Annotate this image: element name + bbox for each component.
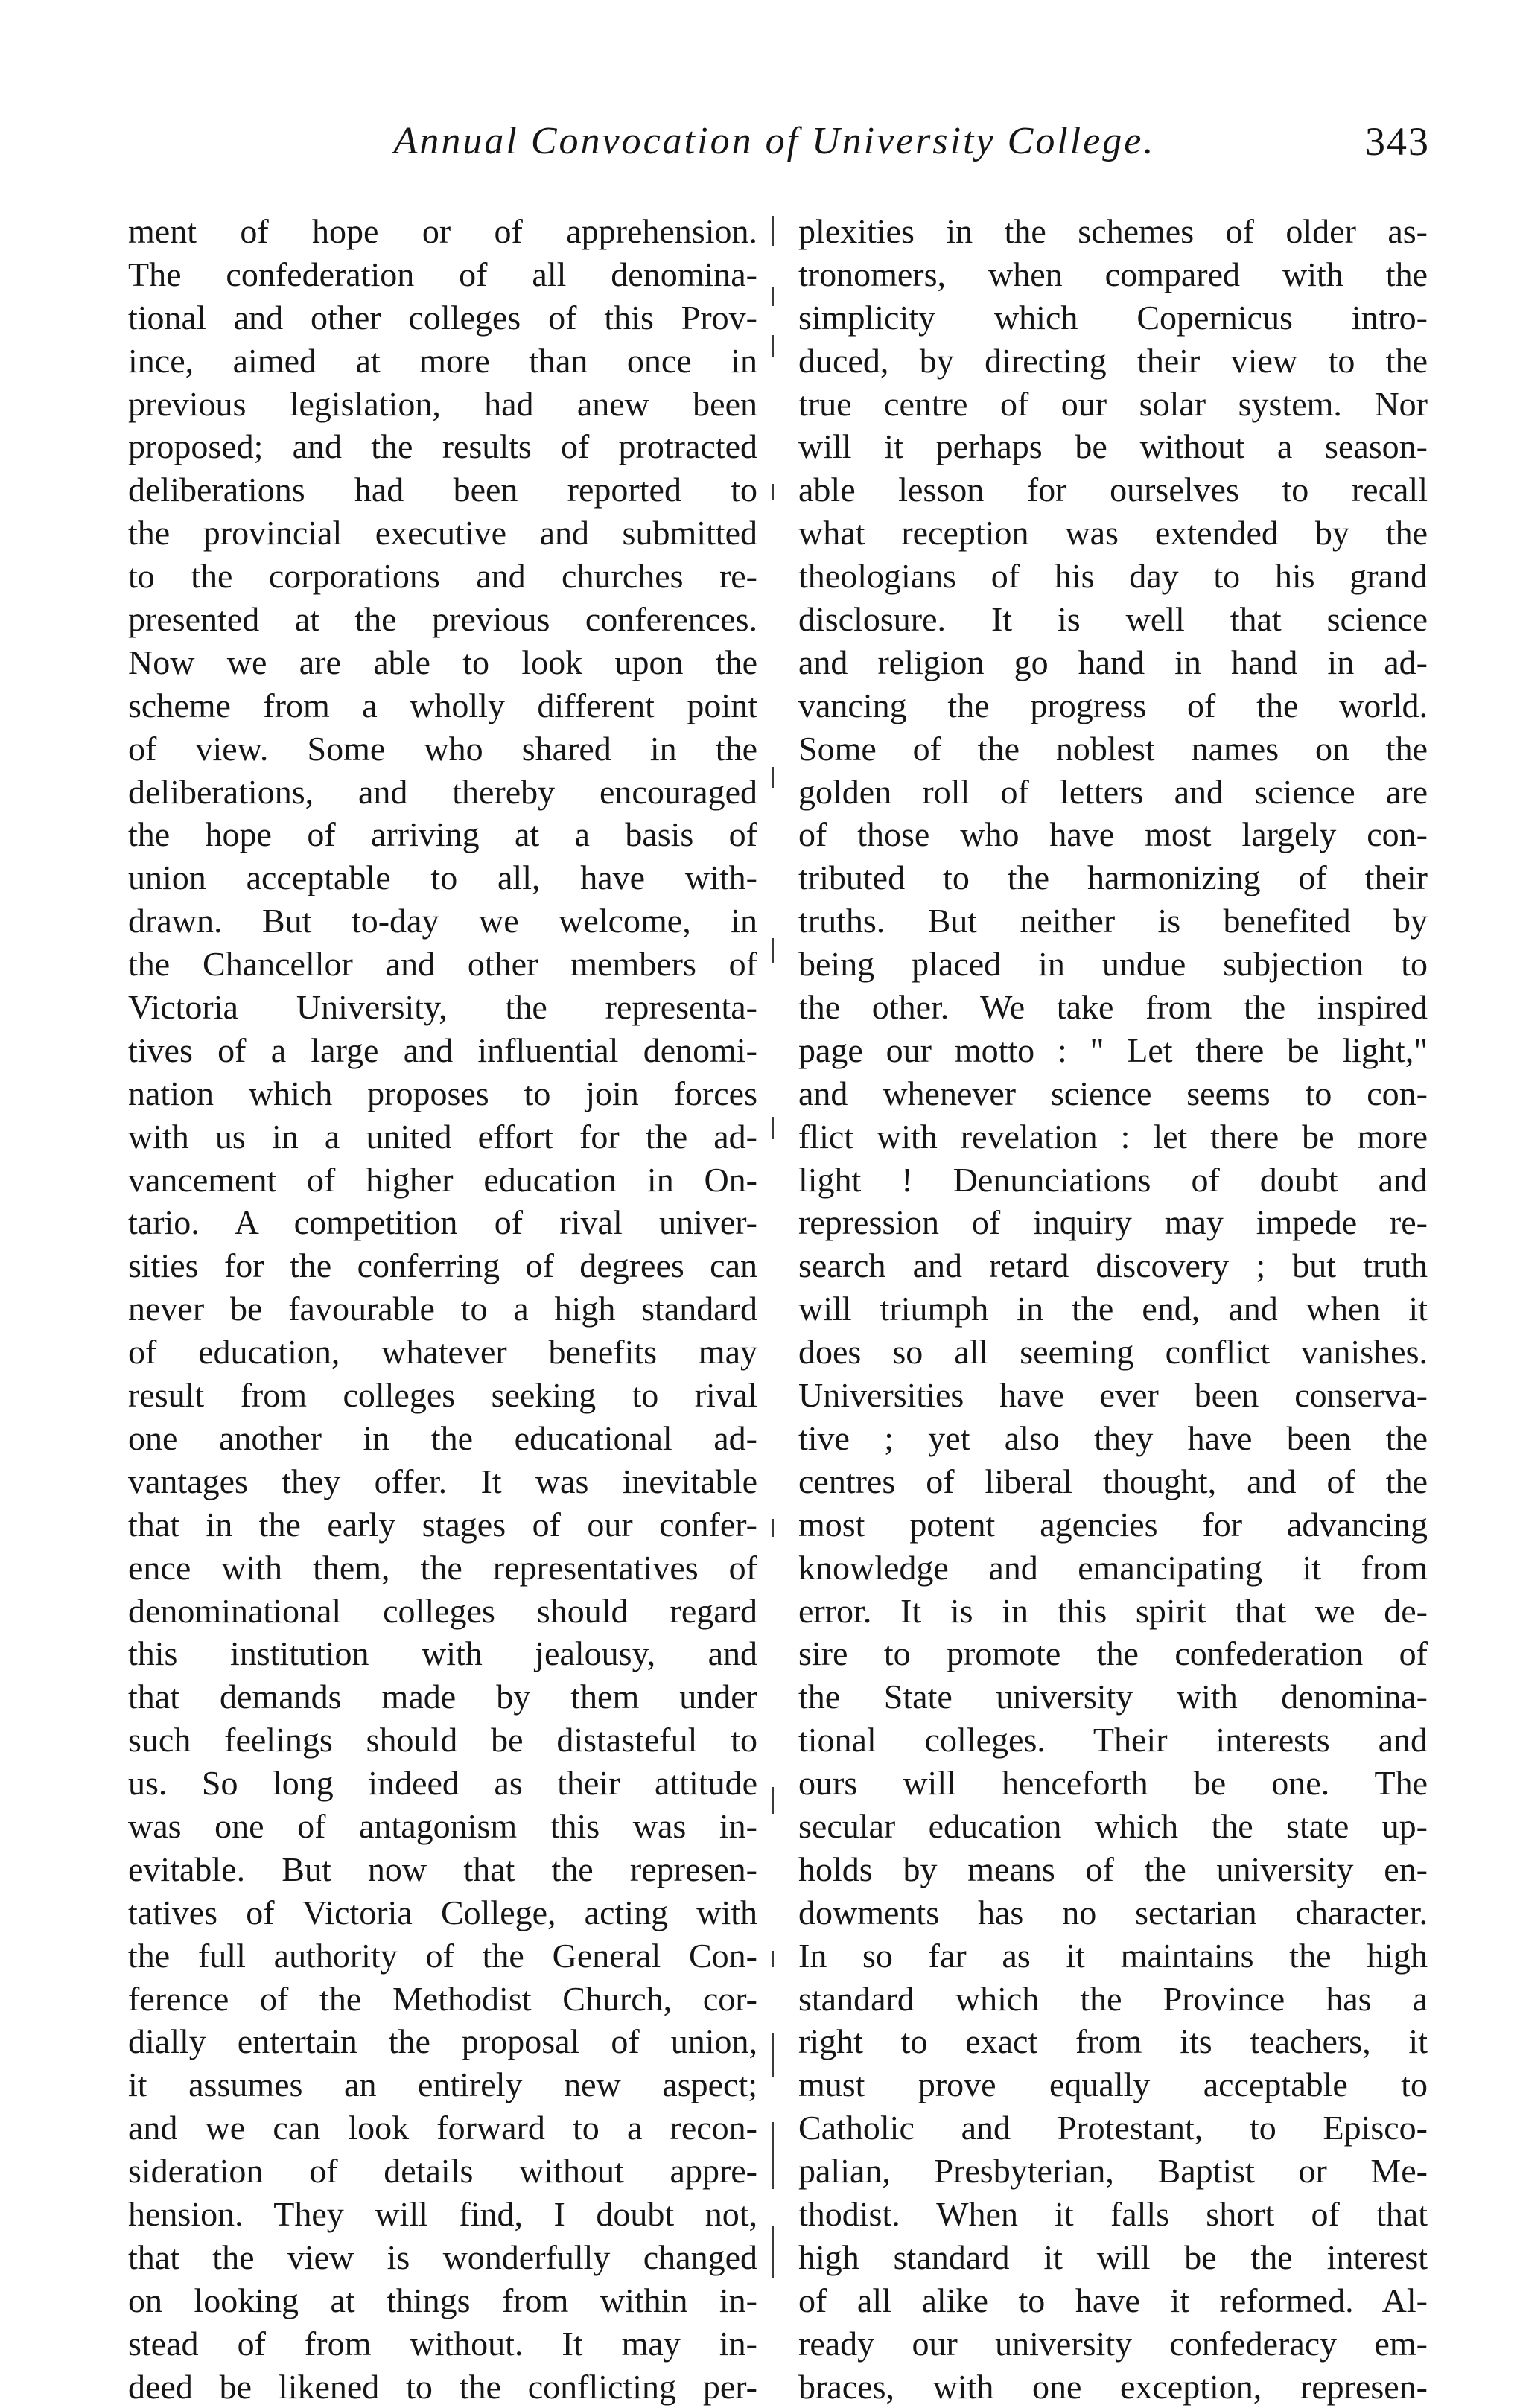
text-line: truths. But neither is benefited by (798, 902, 1428, 940)
text-line: with us in a united effort for the ad- (128, 1117, 757, 1156)
text-line: simplicity which Copernicus intro- (798, 298, 1428, 337)
text-line: never be favourable to a high standard (128, 1290, 757, 1328)
text-line: that demands made by them under (128, 1678, 757, 1716)
text-line: the Chancellor and other members of (128, 945, 757, 984)
text-line: Catholic and Protestant, to Episco- (798, 2109, 1428, 2147)
text-line: vancement of higher education in On- (128, 1160, 757, 1199)
right-text-column (798, 210, 1428, 2406)
text-line: plexities in the schemes of older as- (798, 212, 1428, 250)
text-line: drawn. But to-day we welcome, in (128, 902, 757, 940)
text-line: will it perhaps be without a season- (798, 427, 1428, 466)
text-line: deliberations had been reported to (128, 471, 757, 509)
text-line: scheme from a wholly different point (128, 686, 757, 724)
text-line: vancing the progress of the world. (798, 686, 1428, 724)
text-line: Victoria University, the representa- (128, 988, 757, 1027)
text-line: tional colleges. Their interests and (798, 1721, 1428, 1759)
text-line: must prove equally acceptable to (798, 2065, 1428, 2104)
text-line: and religion go hand in hand in ad- (798, 643, 1428, 681)
text-line: does so all seeming conflict vanishes. (798, 1333, 1428, 1372)
text-line: that in the early stages of our confer- (128, 1505, 757, 1544)
text-line: search and retard discovery ; but truth (798, 1246, 1428, 1285)
text-line: sideration of details without appre- (128, 2152, 757, 2191)
text-line: tario. A competition of rival univer- (128, 1203, 757, 1242)
text-line: disclosure. It is well that science (798, 600, 1428, 639)
text-line: flict with revelation : let there be more (798, 1117, 1428, 1156)
text-line: it assumes an entirely new aspect; (128, 2065, 757, 2104)
text-line: Now we are able to look upon the (128, 643, 757, 681)
text-line: tives of a large and influential denomi- (128, 1031, 757, 1069)
text-line: right to exact from its teachers, it (798, 2022, 1428, 2061)
text-line: knowledge and emancipating it from (798, 1548, 1428, 1587)
running-header (119, 112, 1430, 171)
text-line: what reception was extended by the (798, 514, 1428, 552)
text-line: being placed in undue subjection to (798, 945, 1428, 984)
text-line: previous legislation, had anew been (128, 384, 757, 423)
text-line: high standard it will be the interest (798, 2237, 1428, 2276)
text-line: ment of hope or of apprehension. (128, 212, 757, 250)
text-line: of education, whatever benefits may (128, 1333, 757, 1372)
text-line: the State university with denomina- (798, 1678, 1428, 1716)
text-line: tronomers, when compared with the (798, 255, 1428, 293)
text-line: sities for the conferring of degrees can (128, 1246, 757, 1285)
text-line: ence with them, the representatives of (128, 1548, 757, 1587)
text-line: the hope of arriving at a basis of (128, 815, 757, 854)
text-line: standard which the Province has a (798, 1979, 1428, 2018)
text-line: will triumph in the end, and when it (798, 1290, 1428, 1328)
text-line: and whenever science seems to con- (798, 1074, 1428, 1112)
column-gutter-rule (772, 216, 774, 2278)
page-number: 343 (1365, 119, 1430, 164)
text-line: dowments has no sectarian character. (798, 1893, 1428, 1931)
text-line: presented at the previous conferences. (128, 600, 757, 639)
text-line: braces, with one exception, represen- (798, 2367, 1428, 2406)
text-line: tional and other colleges of this Prov- (128, 298, 757, 337)
text-line: ince, aimed at more than once in (128, 341, 757, 380)
text-line: sire to promote the confederation of (798, 1634, 1428, 1673)
text-line: Some of the noblest names on the (798, 729, 1428, 768)
text-line: this institution with jealousy, and (128, 1634, 757, 1673)
text-line: to the corporations and churches re- (128, 557, 757, 596)
text-line: of all alike to have it reformed. Al- (798, 2281, 1428, 2319)
text-line: most potent agencies for advancing (798, 1505, 1428, 1544)
text-line: was one of antagonism this was in- (128, 1806, 757, 1845)
text-line: true centre of our solar system. Nor (798, 384, 1428, 423)
text-line: secular education which the state up- (798, 1806, 1428, 1845)
text-line: denominational colleges should regard (128, 1591, 757, 1630)
text-line: Universities have ever been conserva- (798, 1376, 1428, 1415)
text-line: thodist. When it falls short of that (798, 2194, 1428, 2233)
text-line: of those who have most largely con- (798, 815, 1428, 854)
text-line: the provincial executive and submitted (128, 514, 757, 552)
text-line: the full authority of the General Con- (128, 1936, 757, 1975)
text-line: holds by means of the university en- (798, 1850, 1428, 1888)
text-line: vantages they offer. It was inevitable (128, 1462, 757, 1500)
text-line: deed be likened to the conflicting per- (128, 2367, 757, 2406)
text-line: tatives of Victoria College, acting with (128, 1893, 757, 1931)
text-line: union acceptable to all, have with- (128, 859, 757, 897)
text-line: of view. Some who shared in the (128, 729, 757, 768)
text-line: the other. We take from the inspired (798, 988, 1428, 1027)
text-line: one another in the educational ad- (128, 1418, 757, 1457)
text-line: deliberations, and thereby encouraged (128, 772, 757, 811)
text-line: nation which proposes to join forces (128, 1074, 757, 1112)
text-line: tive ; yet also they have been the (798, 1418, 1428, 1457)
text-line: In so far as it maintains the high (798, 1936, 1428, 1975)
text-line: such feelings should be distasteful to (128, 1721, 757, 1759)
text-line: ference of the Methodist Church, cor- (128, 1979, 757, 2018)
text-line: theologians of his day to his grand (798, 557, 1428, 596)
text-line: page our motto : " Let there be light," (798, 1031, 1428, 1069)
text-line: golden roll of letters and science are (798, 772, 1428, 811)
text-line: repression of inquiry may impede re- (798, 1203, 1428, 1242)
left-text-column (128, 210, 757, 2406)
text-line: on looking at things from within in- (128, 2281, 757, 2319)
text-line: stead of from without. It may in- (128, 2324, 757, 2363)
text-line: us. So long indeed as their attitude (128, 1764, 757, 1803)
text-line: error. It is in this spirit that we de- (798, 1591, 1428, 1630)
text-line: able lesson for ourselves to recall (798, 471, 1428, 509)
text-line: that the view is wonderfully changed (128, 2237, 757, 2276)
running-title: Annual Convocation of University College. (393, 120, 1156, 162)
text-line: light ! Denunciations of doubt and (798, 1160, 1428, 1199)
text-line: tributed to the harmonizing of their (798, 859, 1428, 897)
text-line: palian, Presbyterian, Baptist or Me- (798, 2152, 1428, 2191)
text-line: ours will henceforth be one. The (798, 1764, 1428, 1803)
text-line: dially entertain the proposal of union, (128, 2022, 757, 2061)
text-line: evitable. But now that the represen- (128, 1850, 757, 1888)
text-line: ready our university confederacy em- (798, 2324, 1428, 2363)
text-line: centres of liberal thought, and of the (798, 1462, 1428, 1500)
text-line: and we can look forward to a recon- (128, 2109, 757, 2147)
text-line: result from colleges seeking to rival (128, 1376, 757, 1415)
text-line: hension. They will find, I doubt not, (128, 2194, 757, 2233)
text-line: duced, by directing their view to the (798, 341, 1428, 380)
text-line: proposed; and the results of protracted (128, 427, 757, 466)
text-line: The confederation of all denomina- (128, 255, 757, 293)
